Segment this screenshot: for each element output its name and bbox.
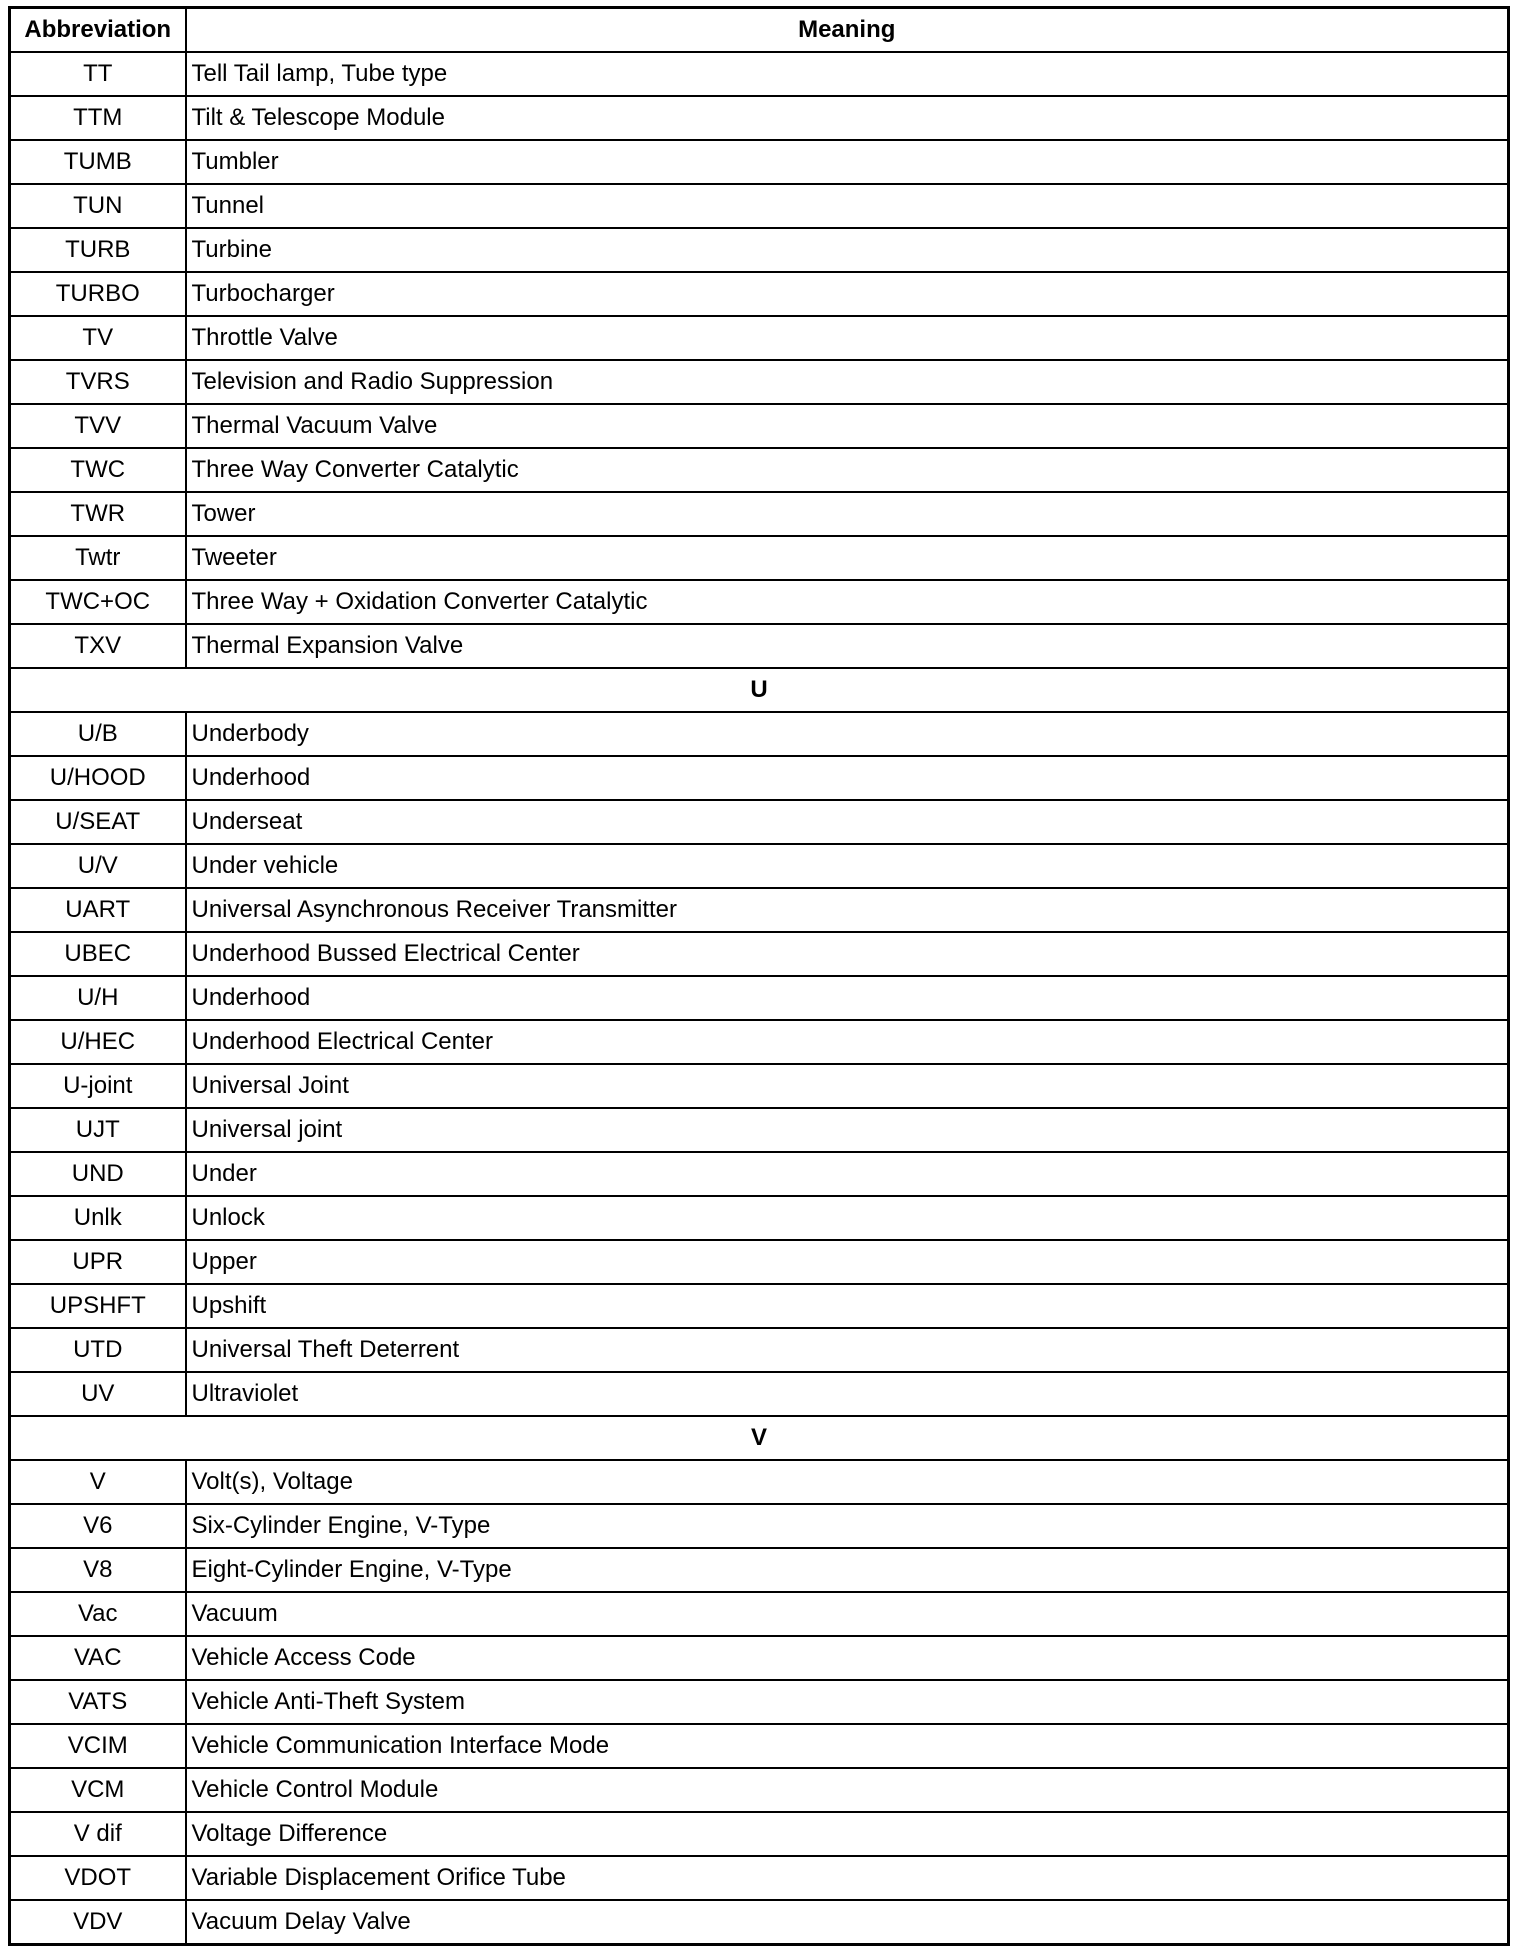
section-row bbox=[10, 668, 1509, 712]
meaning-cell: Tower bbox=[186, 492, 1509, 536]
table-row bbox=[10, 96, 1509, 140]
meaning-cell: Vehicle Access Code bbox=[186, 1636, 1509, 1680]
table-row bbox=[10, 1240, 1509, 1284]
abbreviation-cell: TURB bbox=[10, 228, 186, 272]
table-row bbox=[10, 52, 1509, 96]
table-row bbox=[10, 800, 1509, 844]
abbreviation-cell: UTD bbox=[10, 1328, 186, 1372]
abbreviation-cell: VAC bbox=[10, 1636, 186, 1680]
meaning-cell: Three Way Converter Catalytic bbox=[186, 448, 1509, 492]
table-row bbox=[10, 756, 1509, 800]
abbreviation-cell: VDOT bbox=[10, 1856, 186, 1900]
table-row bbox=[10, 1284, 1509, 1328]
abbreviation-cell: UJT bbox=[10, 1108, 186, 1152]
abbreviation-cell: V dif bbox=[10, 1812, 186, 1856]
abbreviation-cell: VCM bbox=[10, 1768, 186, 1812]
abbreviation-cell: Unlk bbox=[10, 1196, 186, 1240]
abbreviation-cell: TWR bbox=[10, 492, 186, 536]
meaning-cell: Underhood bbox=[186, 756, 1509, 800]
abbreviation-cell: TV bbox=[10, 316, 186, 360]
abbreviation-cell: Twtr bbox=[10, 536, 186, 580]
abbreviation-cell: TT bbox=[10, 52, 186, 96]
table-body bbox=[10, 52, 1509, 1945]
abbreviation-cell: TVV bbox=[10, 404, 186, 448]
abbreviation-cell: U/HOOD bbox=[10, 756, 186, 800]
meaning-cell: Underhood Bussed Electrical Center bbox=[186, 932, 1509, 976]
meaning-cell: Vacuum Delay Valve bbox=[186, 1900, 1509, 1945]
abbreviation-cell: UND bbox=[10, 1152, 186, 1196]
table-row bbox=[10, 1108, 1509, 1152]
table-row bbox=[10, 712, 1509, 756]
table-row bbox=[10, 272, 1509, 316]
meaning-cell: Tunnel bbox=[186, 184, 1509, 228]
table-row bbox=[10, 492, 1509, 536]
table-row bbox=[10, 1680, 1509, 1724]
table-row bbox=[10, 1504, 1509, 1548]
meaning-cell: Tweeter bbox=[186, 536, 1509, 580]
meaning-cell: Six-Cylinder Engine, V-Type bbox=[186, 1504, 1509, 1548]
table-row bbox=[10, 1064, 1509, 1108]
abbreviation-cell: TTM bbox=[10, 96, 186, 140]
table-row bbox=[10, 360, 1509, 404]
meaning-cell: Vehicle Communication Interface Mode bbox=[186, 1724, 1509, 1768]
table-row bbox=[10, 1636, 1509, 1680]
section-row bbox=[10, 1416, 1509, 1460]
column-header-abbreviation: Abbreviation bbox=[10, 8, 186, 53]
meaning-cell: Vehicle Anti-Theft System bbox=[186, 1680, 1509, 1724]
meaning-cell: Universal Joint bbox=[186, 1064, 1509, 1108]
header-row bbox=[10, 8, 1509, 53]
meaning-cell: Turbine bbox=[186, 228, 1509, 272]
meaning-cell: Tell Tail lamp, Tube type bbox=[186, 52, 1509, 96]
abbreviation-cell: U/HEC bbox=[10, 1020, 186, 1064]
meaning-cell: Vacuum bbox=[186, 1592, 1509, 1636]
abbreviation-cell: TUN bbox=[10, 184, 186, 228]
abbreviation-cell: Vac bbox=[10, 1592, 186, 1636]
abbreviation-cell: UBEC bbox=[10, 932, 186, 976]
table-row bbox=[10, 1900, 1509, 1945]
table-row bbox=[10, 888, 1509, 932]
abbreviation-cell: TURBO bbox=[10, 272, 186, 316]
table-row bbox=[10, 1196, 1509, 1240]
table-row bbox=[10, 184, 1509, 228]
meaning-cell: Upshift bbox=[186, 1284, 1509, 1328]
abbreviation-cell: V bbox=[10, 1460, 186, 1504]
meaning-cell: Thermal Vacuum Valve bbox=[186, 404, 1509, 448]
meaning-cell: Tumbler bbox=[186, 140, 1509, 184]
abbreviation-cell: UV bbox=[10, 1372, 186, 1416]
meaning-cell: Universal Asynchronous Receiver Transmitter bbox=[186, 888, 1509, 932]
abbreviation-cell: U/V bbox=[10, 844, 186, 888]
meaning-cell: Eight-Cylinder Engine, V-Type bbox=[186, 1548, 1509, 1592]
section-label: U bbox=[10, 668, 1509, 712]
table-row bbox=[10, 932, 1509, 976]
abbreviation-cell: U-joint bbox=[10, 1064, 186, 1108]
meaning-cell: Universal Theft Deterrent bbox=[186, 1328, 1509, 1372]
meaning-cell: Under vehicle bbox=[186, 844, 1509, 888]
table-row bbox=[10, 536, 1509, 580]
abbreviation-cell: UPR bbox=[10, 1240, 186, 1284]
meaning-cell: Turbocharger bbox=[186, 272, 1509, 316]
meaning-cell: Unlock bbox=[186, 1196, 1509, 1240]
abbreviation-cell: VATS bbox=[10, 1680, 186, 1724]
meaning-cell: Television and Radio Suppression bbox=[186, 360, 1509, 404]
table-row bbox=[10, 1020, 1509, 1064]
meaning-cell: Universal joint bbox=[186, 1108, 1509, 1152]
abbreviation-cell: TWC bbox=[10, 448, 186, 492]
meaning-cell: Underseat bbox=[186, 800, 1509, 844]
meaning-cell: Ultraviolet bbox=[186, 1372, 1509, 1416]
meaning-cell: Vehicle Control Module bbox=[186, 1768, 1509, 1812]
meaning-cell: Tilt & Telescope Module bbox=[186, 96, 1509, 140]
table-row bbox=[10, 1768, 1509, 1812]
table-row bbox=[10, 140, 1509, 184]
meaning-cell: Underhood Electrical Center bbox=[186, 1020, 1509, 1064]
meaning-cell: Underbody bbox=[186, 712, 1509, 756]
abbreviation-cell: U/B bbox=[10, 712, 186, 756]
meaning-cell: Variable Displacement Orifice Tube bbox=[186, 1856, 1509, 1900]
table-row bbox=[10, 316, 1509, 360]
table-row bbox=[10, 1372, 1509, 1416]
section-label: V bbox=[10, 1416, 1509, 1460]
meaning-cell: Upper bbox=[186, 1240, 1509, 1284]
table-row bbox=[10, 844, 1509, 888]
table-row bbox=[10, 404, 1509, 448]
table-row bbox=[10, 976, 1509, 1020]
meaning-cell: Three Way + Oxidation Converter Catalytic bbox=[186, 580, 1509, 624]
abbreviation-cell: UPSHFT bbox=[10, 1284, 186, 1328]
table-row bbox=[10, 1460, 1509, 1504]
abbreviation-cell: TWC+OC bbox=[10, 580, 186, 624]
abbreviation-cell: TUMB bbox=[10, 140, 186, 184]
table-row bbox=[10, 624, 1509, 668]
abbreviation-cell: U/SEAT bbox=[10, 800, 186, 844]
abbreviation-cell: UART bbox=[10, 888, 186, 932]
table-row bbox=[10, 1724, 1509, 1768]
meaning-cell: Voltage Difference bbox=[186, 1812, 1509, 1856]
table-row bbox=[10, 228, 1509, 272]
abbreviation-cell: TVRS bbox=[10, 360, 186, 404]
table-row bbox=[10, 1592, 1509, 1636]
meaning-cell: Thermal Expansion Valve bbox=[186, 624, 1509, 668]
meaning-cell: Throttle Valve bbox=[186, 316, 1509, 360]
table-row bbox=[10, 1812, 1509, 1856]
table-header bbox=[10, 8, 1509, 53]
meaning-cell: Underhood bbox=[186, 976, 1509, 1020]
meaning-cell: Under bbox=[186, 1152, 1509, 1196]
table-row bbox=[10, 1152, 1509, 1196]
table-row bbox=[10, 1548, 1509, 1592]
abbreviation-cell: VCIM bbox=[10, 1724, 186, 1768]
abbreviation-cell: U/H bbox=[10, 976, 186, 1020]
table-row bbox=[10, 1856, 1509, 1900]
table-row bbox=[10, 1328, 1509, 1372]
column-header-meaning: Meaning bbox=[186, 8, 1509, 53]
abbreviation-cell: V6 bbox=[10, 1504, 186, 1548]
meaning-cell: Volt(s), Voltage bbox=[186, 1460, 1509, 1504]
abbreviation-cell: V8 bbox=[10, 1548, 186, 1592]
abbreviation-table bbox=[8, 6, 1510, 1946]
table-row bbox=[10, 448, 1509, 492]
abbreviation-cell: TXV bbox=[10, 624, 186, 668]
abbreviation-cell: VDV bbox=[10, 1900, 186, 1945]
table-row bbox=[10, 580, 1509, 624]
